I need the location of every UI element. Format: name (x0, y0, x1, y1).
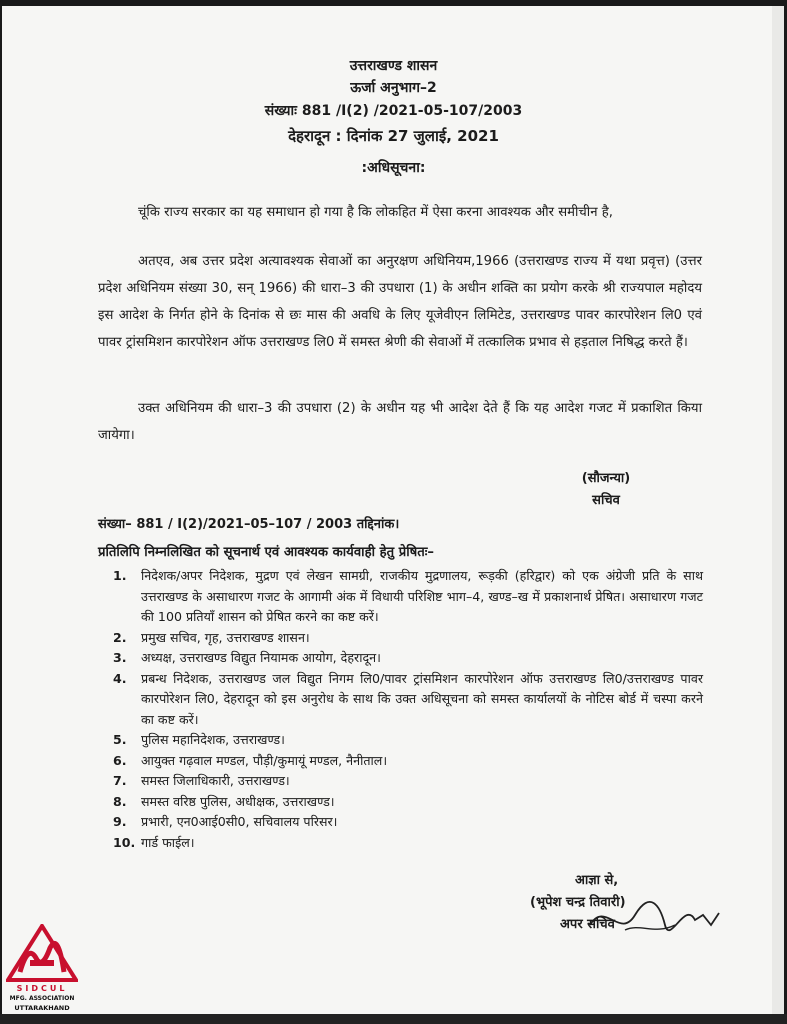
paragraph-1: चूंकि राज्य सरकार का यह समाधान हो गया है कि लोकहित में ऐसा करना आवश्यक और समीचीन है, (138, 205, 613, 220)
list-item (113, 751, 703, 772)
list-item-text: पुलिस महानिदेशक, उत्तराखण्ड। (141, 732, 285, 747)
order-text: आज्ञा से, (575, 873, 619, 888)
list-item-text: निदेशक/अपर निदेशक, मुद्रण एवं लेखन सामग्री, राजकीय मुद्रणालय, रूड़की (हरिद्वार) को एक अंग्रेजी प्रति के साथ उत्तराखण्ड के असाधारण गजट के आगामी अंक में विधायी परिशिष्ट भाग–4, खण्ड–ख में प्रकाशनार्थ प्रेषित। असाधारण गजट की 100 प्रतियाँ शासन को प्रेषित करने का कष्ट करें। (141, 568, 703, 624)
signatory-designation: अपर सचिव (560, 917, 615, 932)
list-item-text: प्रमुख सचिव, गृह, उत्तराखण्ड शासन। (141, 629, 310, 645)
list-item-number: 3. (113, 650, 127, 665)
list-item (113, 648, 703, 669)
list-item-text: समस्त जिलाधिकारी, उत्तराखण्ड। (141, 773, 290, 788)
sidcul-logo-icon (6, 924, 78, 982)
signature-block-secretary (570, 468, 642, 512)
paragraph-2: अतएव, अब उत्तर प्रदेश अत्यावश्यक सेवाओं का अनुरक्षण अधिनियम,1966 (उत्तराखण्ड राज्य में यथा प्रवृत्त) (उत्तर प्रदेश अधिनियम संख्या 30, सन् 1966) की धारा–3 की उपधारा (1) के अधीन शक्ति का प्रयोग करके श्री राज्यपाल महोदय इस आदेश के निर्गत होने के दिनांक से छः मास की अवधि के लिए यूजेवीएन लिमिटेड, उत्तराखण्ड पावर कारपोरेशन लि0 एवं पावर ट्रांसमिशन कारपोरेशन ऑफ उत्तराखण्ड लि0 में समस्त श्रेणी की सेवाओं में तत्कालिक प्रभाव से हड़ताल निषिद्ध करते हैं। (98, 254, 702, 350)
list-item-text: गार्ड फाईल। (141, 834, 195, 850)
header-reference-number: संख्याः 881 /I(2) /2021-05-107/2003 (264, 103, 523, 119)
list-item (113, 833, 703, 854)
reference-line: संख्या– 881 / I(2)/2021–05–107 / 2003 तद्दिनांक। (98, 517, 400, 532)
notification-title: :अधिसूचना: (361, 160, 426, 176)
list-item (113, 812, 703, 833)
list-item-number: 7. (113, 773, 127, 788)
logo-subtitle: MFG. ASSOCIATION (9, 995, 75, 1002)
header-place-date: देहरादून : दिनांक 27 जुलाई, 2021 (288, 127, 499, 145)
logo-region: UTTARAKHAND (14, 1004, 70, 1012)
list-item (113, 566, 703, 628)
list-item (113, 628, 703, 649)
signature-designation: सचिव (592, 493, 620, 508)
list-item (113, 669, 703, 731)
list-item (113, 771, 703, 792)
list-item-text: प्रभारी, एन0आई0सी0, सचिवालय परिसर। (141, 814, 338, 829)
sidcul-logo (2, 924, 82, 1016)
header-department: ऊर्जा अनुभाग–2 (350, 80, 437, 96)
copy-heading: प्रतिलिपि निम्नलिखित को सूचनार्थ एवं आवश्यक कार्यवाही हेतु प्रेषितः– (98, 545, 435, 560)
list-item-number: 5. (113, 732, 127, 747)
list-item-number: 6. (113, 752, 127, 768)
list-item (113, 730, 703, 751)
copy-list (113, 566, 703, 853)
signature-block-additional-secretary (530, 870, 680, 936)
signatory-name: (भूपेश चन्द्र तिवारी) (530, 895, 626, 910)
page-bottom-edge (0, 1014, 787, 1024)
list-item-number: 9. (113, 814, 127, 829)
list-item (113, 792, 703, 813)
list-item-text: प्रबन्ध निदेशक, उत्तराखण्ड जल विद्युत निगम लि0/पावर ट्रांसमिशन कारपोरेशन ऑफ उत्तराखण्ड लि0/उत्तराखण्ड पावर कारपोरेशन लि0, देहरादून को इस अनुरोध के साथ कि उक्त अधिसूचना को समस्त कार्यालयों के नोटिस बोर्ड में चस्पा करने का कष्ट करें। (141, 670, 703, 727)
list-item-number: 2. (113, 629, 127, 645)
list-item-number: 10. (113, 834, 136, 850)
list-item-text: आयुक्त गढ़वाल मण्डल, पौड़ी/कुमायूं मण्डल, नैनीताल। (141, 752, 388, 768)
paragraph-3: उक्त अधिनियम की धारा–3 की उपधारा (2) के अधीन यह भी आदेश देते हैं कि यह आदेश गजट में प्रकाशित किया जायेगा। (98, 401, 702, 443)
list-item-text: अध्यक्ष, उत्तराखण्ड विद्युत नियामक आयोग, देहरादून। (141, 650, 381, 665)
logo-title: SIDCUL (16, 984, 68, 993)
header-government: उत्तराखण्ड शासन (349, 58, 438, 74)
list-item-number: 1. (113, 568, 127, 583)
signature-courtesy: (सौजन्या) (581, 471, 631, 486)
list-item-number: 8. (113, 793, 127, 809)
list-item-text: समस्त वरिष्ठ पुलिस, अधीक्षक, उत्तराखण्ड। (141, 793, 335, 809)
list-item-number: 4. (113, 670, 127, 686)
